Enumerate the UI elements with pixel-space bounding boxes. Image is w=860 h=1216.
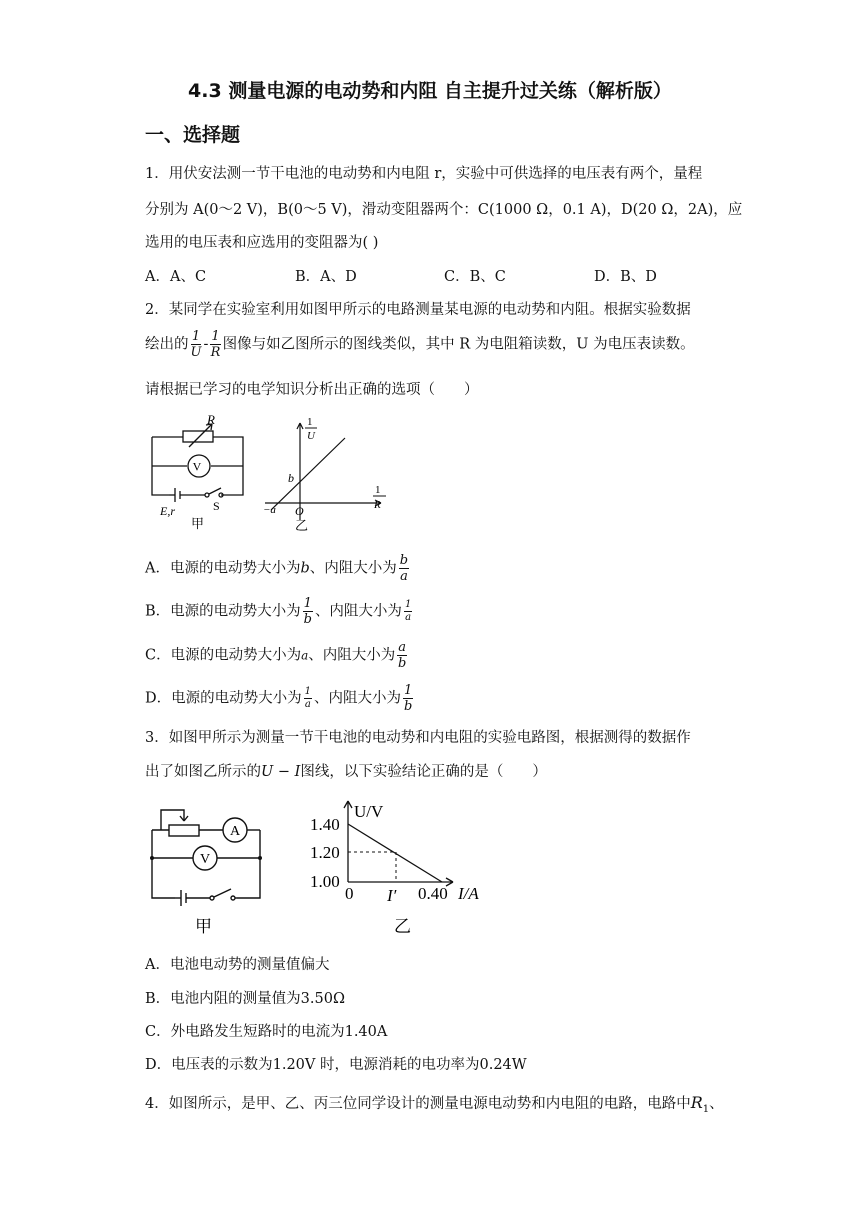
graph-x-den: R — [374, 499, 381, 511]
voltmeter-label: V — [192, 459, 202, 474]
voltmeter-label: V — [199, 852, 211, 867]
tick-x-i-prime: I′ — [387, 886, 397, 905]
q3-line-2: 出了如图乙所示的U − I图线，以下实验结论正确的是（ ） — [145, 764, 547, 780]
ammeter-label: A — [229, 824, 241, 839]
fraction-1-over-r: $\frac{1}{R}$ — [210, 329, 221, 360]
q2-option-a: A．电源的电动势大小为b、内阻大小为 $\frac{b}{a}$ — [145, 553, 409, 584]
q1-option-d: D．B、D — [594, 269, 657, 285]
page-title: 4.3 测量电源的电动势和内阻 自主提升过关练（解析版） — [188, 80, 672, 102]
q2-graph-yi — [265, 423, 381, 520]
q2-option-c: C．电源的电动势大小为a、内阻大小为 $\frac{a}{b}$ — [145, 640, 407, 671]
graph-origin: O — [295, 504, 304, 518]
graph-intercept-b: b — [288, 471, 294, 485]
q2-option-d: D．电源的电动势大小为 $\frac{1}{a}$ 、内阻大小为 $\frac{1}{b}$ — [145, 683, 413, 714]
q2-option-b: B．电源的电动势大小为 $\frac{1}{b}$ 、内阻大小为 $\frac{1}{a}$ — [145, 596, 412, 627]
fraction-1-over-b: $\frac{1}{b}$ — [403, 683, 413, 714]
graph-x-num: 1 — [375, 484, 381, 496]
graph-y-num: 1 — [307, 416, 313, 428]
q3-option-a: A．电池电动势的测量值偏大 — [145, 957, 330, 973]
fraction-1-over-b: $\frac{1}{b}$ — [303, 596, 312, 627]
fraction-b-over-a: $\frac{b}{a}$ — [399, 553, 409, 584]
q2-line-2-pre: 绘出的 — [145, 336, 189, 353]
fraction-1-over-a: $\frac{1}{a}$ — [404, 599, 412, 623]
tick-x-0: 0 — [345, 884, 354, 903]
q1-line-1: 1．用伏安法测一节干电池的电动势和内电阻 r，实验中可供选择的电压表有两个，量程 — [145, 166, 703, 182]
rheostat-label: R — [207, 412, 215, 427]
section-heading: 一、选择题 — [145, 124, 241, 146]
q2-line-3: 请根据已学习的电学知识分析出正确的选项（ ） — [145, 382, 479, 398]
q2-figure — [145, 410, 395, 535]
fraction-1-over-u: $\frac{1}{U}$ — [190, 329, 202, 360]
graph-y-den: U — [307, 430, 315, 442]
q1-option-b: B．A、D — [295, 269, 357, 285]
circuit-caption: 甲 — [191, 516, 205, 531]
q2-line-2: 绘出的 $\frac{1}{U}$ - $\frac{1}{R}$ 图像与如乙图所示的图线类似，其中 R 为电阻箱读数，U 为电压表读数。 — [145, 329, 695, 360]
q3-figure — [145, 792, 505, 940]
q1-option-a: A．A、C — [145, 269, 207, 285]
fraction-1-over-a: $\frac{1}{a}$ — [304, 686, 311, 710]
source-label: E,r — [160, 504, 175, 518]
graph-intercept-neg-a: −a — [263, 504, 276, 516]
q2-line-2-post: 图像与如乙图所示的图线类似，其中 R 为电阻箱读数，U 为电压表读数。 — [222, 336, 695, 353]
q3-option-c: C．外电路发生短路时的电流为1.40A — [145, 1024, 388, 1040]
q3-option-d: D．电压表的示数为1.20V 时，电源消耗的电功率为0.24W — [145, 1057, 527, 1073]
tick-x-0-40: 0.40 — [418, 884, 448, 903]
q4-line-1: 4．如图所示，是甲、乙、丙三位同学设计的测量电源电动势和内电阻的电路，电路中$R_1$、 — [145, 1093, 724, 1115]
graph-x-label: I/A — [458, 884, 479, 903]
tick-y-1-20: 1.20 — [310, 843, 340, 862]
q3-line-1: 3．如图甲所示为测量一节干电池的电动势和内电阻的实验电路图，根据测得的数据作 — [145, 730, 691, 746]
q2-line-1: 2．某同学在实验室利用如图甲所示的电路测量某电源的电动势和内阻。根据实验数据 — [145, 302, 691, 318]
q1-line-3: 选用的电压表和应选用的变阻器为( ) — [145, 235, 379, 251]
q1-line-2: 分别为 A(0～2 V)，B(0～5 V)，滑动变阻器两个：C(1000 Ω，0.1 A)，D(20 Ω，2A)，应 — [145, 202, 743, 218]
tick-y-1-00: 1.00 — [310, 872, 340, 891]
graph-caption: 乙 — [394, 917, 411, 936]
graph-caption: 乙 — [295, 518, 309, 533]
tick-y-1-40: 1.40 — [310, 815, 340, 834]
graph-y-label: U/V — [354, 802, 384, 821]
q3-option-b: B．电池内阻的测量值为3.50Ω — [145, 991, 345, 1007]
circuit-caption: 甲 — [195, 917, 212, 936]
fraction-a-over-b: $\frac{a}{b}$ — [397, 640, 407, 671]
q1-option-c: C．B、C — [444, 269, 506, 285]
switch-label: S — [213, 499, 220, 513]
